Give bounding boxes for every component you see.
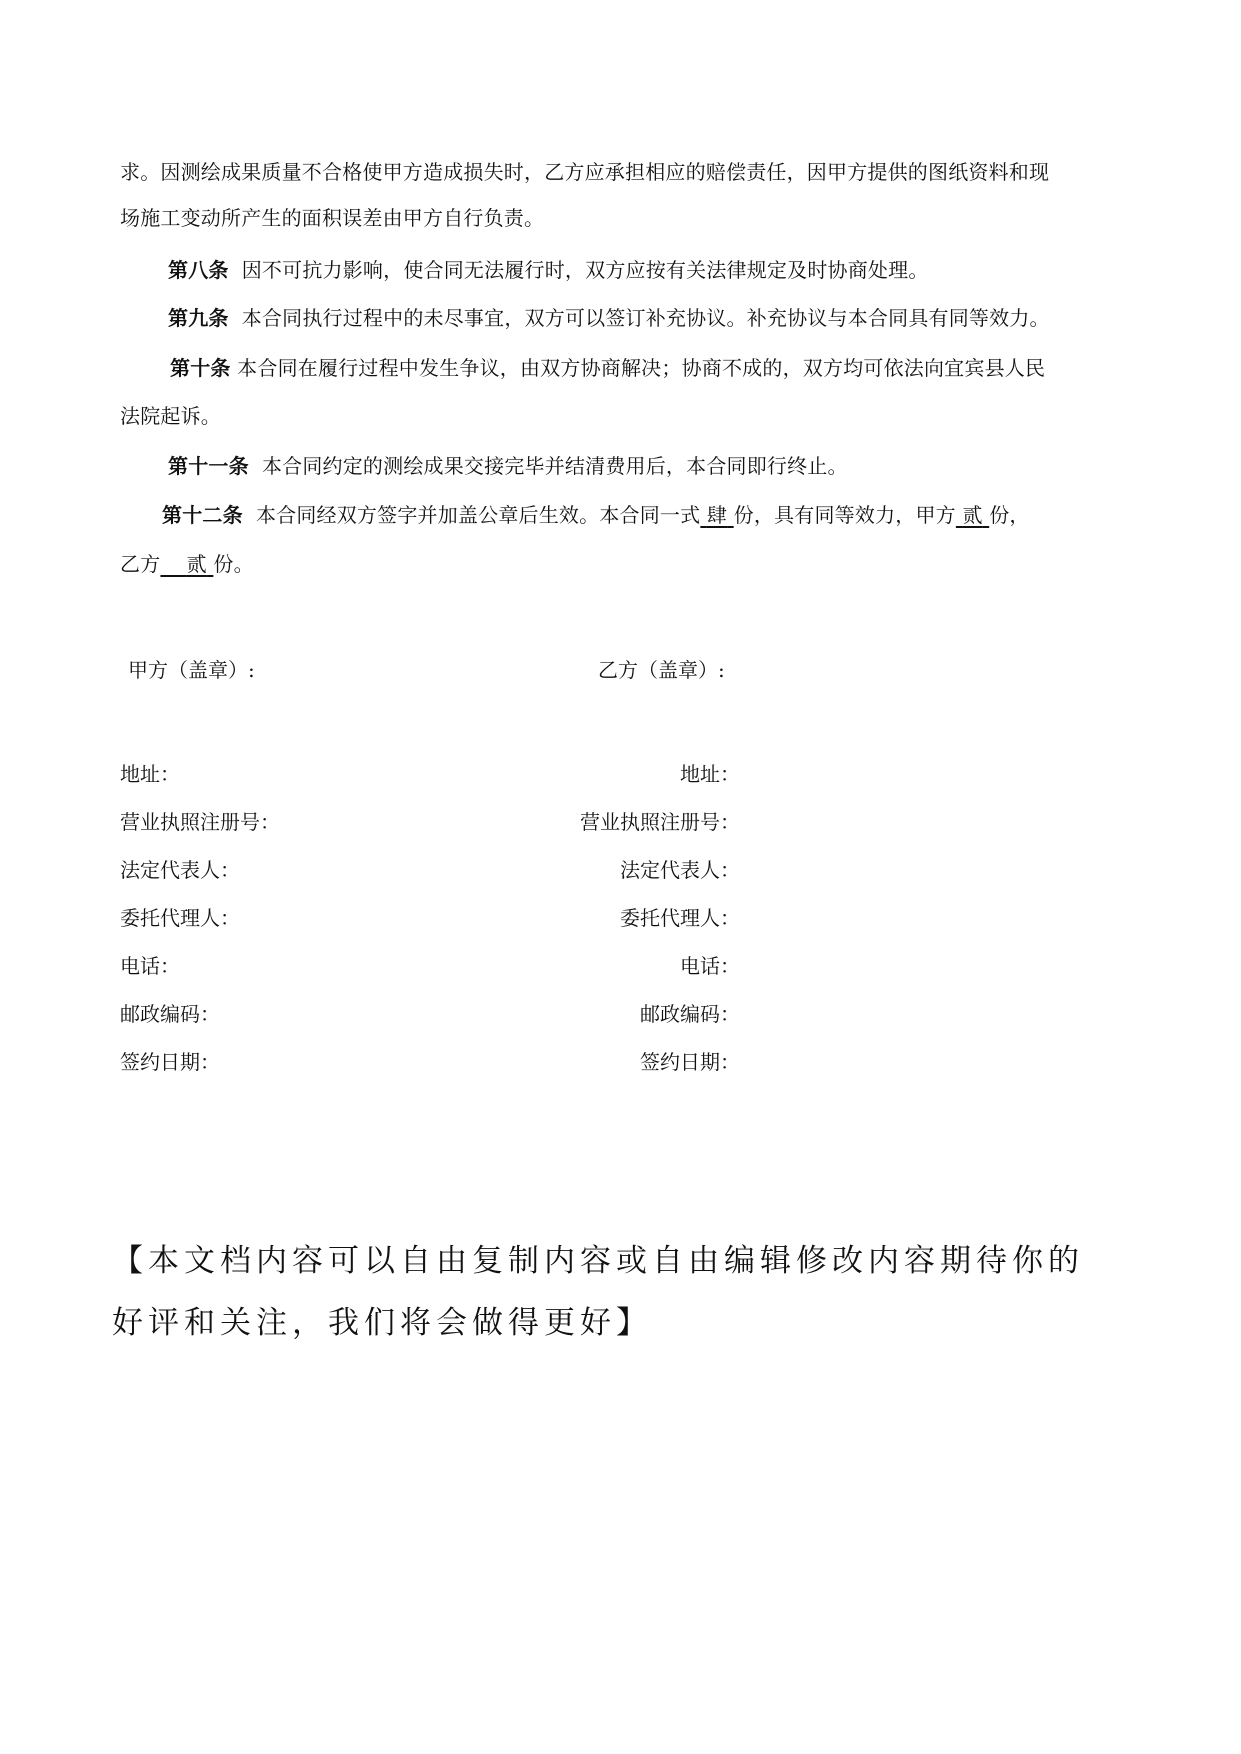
party-b-phone-label: 电话： [680, 954, 740, 978]
party-b-agent-label: 委托代理人： [620, 906, 740, 930]
clause-11-text: 本合同约定的测绘成果交接完毕并结清费用后，本合同即行终止。 [261, 454, 848, 478]
clause-10-line-2: 法院起诉。 [120, 404, 221, 428]
clause-8-text: 因不可抗力影响，使合同无法履行时，双方应按有关法律规定及时协商处理。 [241, 258, 929, 282]
party-a-seal-label: 甲方（盖章）: [128, 658, 255, 682]
promo-line-2: 好评和关注，我们将会做得更好】 [112, 1305, 652, 1341]
party-b-legal-rep-label: 法定代表人： [620, 858, 740, 882]
party-a-date-label: 签约日期： [120, 1050, 220, 1074]
clause-9-heading: 第九条 [168, 306, 229, 330]
clause-12-heading: 第十二条 [162, 503, 243, 527]
party-b-postcode-label: 邮政编码： [640, 1002, 740, 1026]
party-a-license-label: 营业执照注册号： [120, 810, 280, 834]
clause-12-line-2: 乙方 贰 份。 [120, 552, 254, 576]
party-a-agent-label: 委托代理人： [120, 906, 240, 930]
clause-9-text: 本合同执行过程中的未尽事宜，双方可以签订补充协议。补充协议与本合同具有同等效力。 [241, 306, 1050, 330]
clause-10 [170, 354, 1045, 382]
clause-11 [168, 452, 848, 480]
copies-party-a: 贰 [962, 503, 983, 527]
promo-line-1: 【本文档内容可以自由复制内容或自由编辑修改内容期待你的 [112, 1243, 1084, 1279]
clause-12 [162, 501, 1030, 529]
clause-12-text-c: 份， [989, 503, 1030, 527]
clause-8 [168, 256, 929, 284]
party-b-license-label: 营业执照注册号： [580, 810, 740, 834]
clause-10-heading: 第十条 [170, 356, 231, 380]
clause-8-heading: 第八条 [168, 258, 229, 282]
party-b-address-label: 地址： [680, 762, 740, 786]
clause-7-continuation-line-2: 场施工变动所产生的面积误差由甲方自行负责。 [120, 206, 545, 230]
party-a-address-label: 地址： [120, 762, 180, 786]
clause-12-text-b: 份，具有同等效力，甲方 [733, 503, 956, 527]
party-a-legal-rep-label: 法定代表人： [120, 858, 240, 882]
clause-9 [168, 304, 1050, 332]
clause-11-heading: 第十一条 [168, 454, 249, 478]
party-b-date-label: 签约日期： [640, 1050, 740, 1074]
party-a-phone-label: 电话： [120, 954, 180, 978]
clause-10-text: 本合同在履行过程中发生争议，由双方协商解决；协商不成的，双方均可依法向宜宾县人民 [237, 356, 1046, 380]
copies-total: 肆 [706, 503, 728, 527]
clause-7-continuation-line-1: 求。因测绘成果质量不合格使甲方造成损失时，乙方应承担相应的赔偿责任，因甲方提供的图纸资料和现 [120, 160, 1050, 184]
copies-party-b: 贰 [186, 552, 207, 576]
party-a-postcode-label: 邮政编码： [120, 1002, 220, 1026]
clause-12-text-a: 本合同经双方签字并加盖公章后生效。本合同一式 [255, 503, 701, 527]
party-b-seal-label: 乙方（盖章）: [598, 658, 725, 682]
